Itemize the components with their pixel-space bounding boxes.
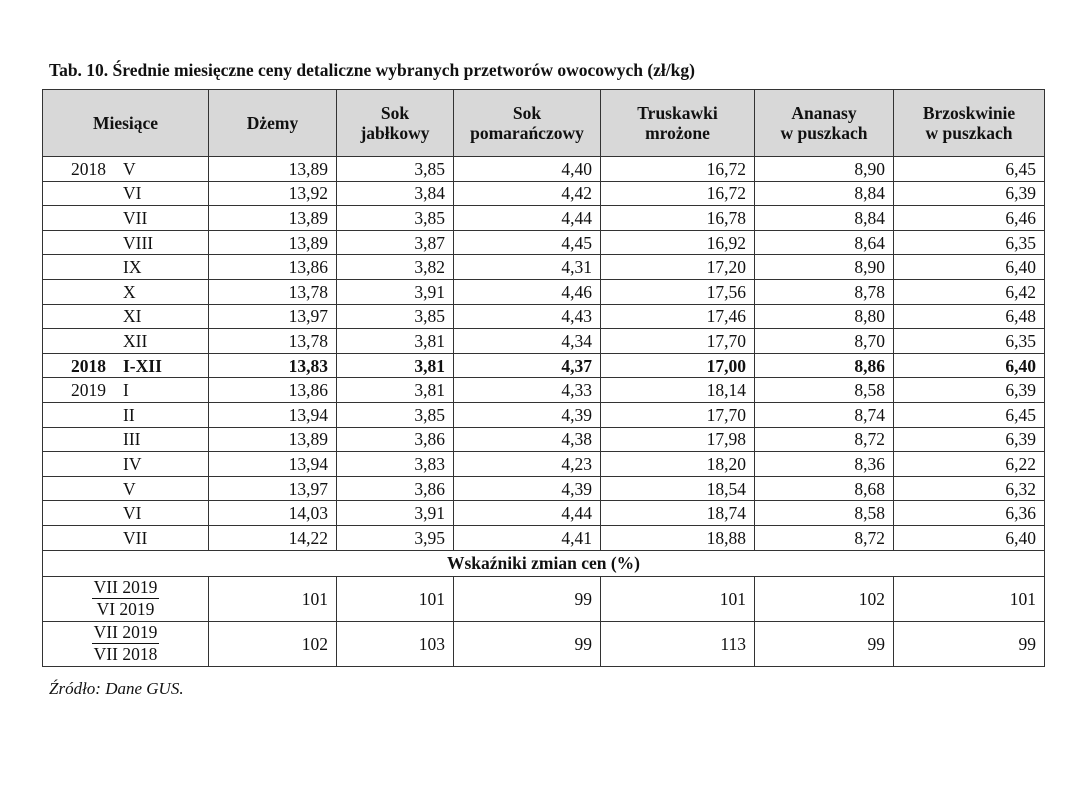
month-cell (43, 402, 209, 427)
month-cell (43, 279, 209, 304)
month-cell (43, 181, 209, 206)
value-cell: 4,46 (454, 279, 601, 304)
value-cell: 4,38 (454, 427, 601, 452)
value-cell: 4,42 (454, 181, 601, 206)
column-header-1 (209, 90, 337, 157)
column-header-0 (43, 90, 209, 157)
value-cell: 14,22 (209, 525, 337, 550)
year-label: 2018 (71, 355, 106, 376)
value-cell: 6,22 (894, 452, 1045, 477)
value-cell: 13,83 (209, 353, 337, 378)
value-cell: 3,85 (337, 206, 454, 231)
value-cell: 3,91 (337, 279, 454, 304)
value-cell: 8,36 (755, 452, 894, 477)
index-value-cell: 103 (337, 621, 454, 666)
price-table (42, 89, 1045, 667)
month-label: XII (123, 330, 148, 351)
index-value-cell: 102 (755, 576, 894, 621)
value-cell: 13,78 (209, 279, 337, 304)
column-header-line: Miesiące (92, 113, 159, 133)
value-cell: 4,44 (454, 206, 601, 231)
value-cell: 6,32 (894, 476, 1045, 501)
month-label: III (123, 429, 141, 450)
value-cell: 13,89 (209, 230, 337, 255)
index-value-cell: 101 (337, 576, 454, 621)
month-label: VII (123, 527, 148, 548)
value-cell: 4,44 (454, 501, 601, 526)
month-cell (43, 157, 209, 182)
value-cell: 13,89 (209, 206, 337, 231)
value-cell: 8,72 (755, 427, 894, 452)
month-cell (43, 525, 209, 550)
value-cell: 3,82 (337, 255, 454, 280)
value-cell: 6,36 (894, 501, 1045, 526)
value-cell: 4,34 (454, 329, 601, 354)
value-cell: 6,40 (894, 353, 1045, 378)
value-cell: 18,20 (601, 452, 755, 477)
column-header-4 (601, 90, 755, 157)
value-cell: 8,74 (755, 402, 894, 427)
value-cell: 17,20 (601, 255, 755, 280)
value-cell: 6,35 (894, 230, 1045, 255)
year-label: 2019 (71, 380, 106, 401)
column-header-line: pomarańczowy (470, 123, 584, 143)
value-cell: 4,33 (454, 378, 601, 403)
column-header-line: Ananasy (791, 103, 857, 123)
month-label: VIII (123, 232, 154, 253)
value-cell: 6,42 (894, 279, 1045, 304)
value-cell: 8,84 (755, 181, 894, 206)
value-cell: 3,85 (337, 157, 454, 182)
value-cell: 3,95 (337, 525, 454, 550)
value-cell: 8,70 (755, 329, 894, 354)
column-header-3 (454, 90, 601, 157)
value-cell: 4,39 (454, 402, 601, 427)
value-cell: 6,39 (894, 427, 1045, 452)
value-cell: 4,39 (454, 476, 601, 501)
table-row (43, 402, 1045, 427)
month-label: V (123, 478, 136, 499)
month-label: XI (123, 306, 142, 327)
value-cell: 6,40 (894, 525, 1045, 550)
fraction-numerator: VII 2019 (93, 622, 158, 642)
value-cell: 8,90 (755, 157, 894, 182)
value-cell: 6,45 (894, 157, 1045, 182)
index-value-cell: 113 (601, 621, 755, 666)
index-section-title: Wskaźniki zmian cen (%) (43, 550, 1045, 576)
index-row (43, 621, 1045, 666)
value-cell: 6,48 (894, 304, 1045, 329)
column-header-line: Sok (380, 103, 410, 123)
value-cell: 13,86 (209, 255, 337, 280)
table-row (43, 255, 1045, 280)
fraction-numerator: VII 2019 (93, 577, 158, 597)
value-cell: 13,86 (209, 378, 337, 403)
header-row (43, 90, 1045, 157)
month-cell (43, 329, 209, 354)
value-cell: 4,23 (454, 452, 601, 477)
index-value-cell: 101 (894, 576, 1045, 621)
value-cell: 8,58 (755, 501, 894, 526)
fraction-denominator: VII 2018 (93, 644, 158, 664)
column-header-line: Brzoskwinie (922, 103, 1016, 123)
column-header-5 (755, 90, 894, 157)
value-cell: 3,85 (337, 402, 454, 427)
table-row (43, 525, 1045, 550)
month-cell (43, 476, 209, 501)
year-label: 2018 (71, 158, 106, 179)
value-cell: 6,39 (894, 378, 1045, 403)
month-label: II (123, 404, 135, 425)
table-row (43, 206, 1045, 231)
value-cell: 8,80 (755, 304, 894, 329)
value-cell: 13,89 (209, 157, 337, 182)
table-row (43, 304, 1045, 329)
month-label: IX (123, 257, 142, 278)
index-value-cell: 102 (209, 621, 337, 666)
table-row-total (43, 353, 1045, 378)
value-cell: 17,00 (601, 353, 755, 378)
table-row (43, 230, 1045, 255)
value-cell: 18,14 (601, 378, 755, 403)
table-row (43, 452, 1045, 477)
value-cell: 17,70 (601, 402, 755, 427)
index-value-cell: 99 (894, 621, 1045, 666)
table-row (43, 279, 1045, 304)
value-cell: 6,39 (894, 181, 1045, 206)
column-header-line: w puszkach (925, 123, 1013, 143)
value-cell: 13,94 (209, 452, 337, 477)
value-cell: 3,81 (337, 353, 454, 378)
table-caption: Tab. 10. Średnie miesięczne ceny detaliczne wybranych przetworów owocowych (zł/kg) (49, 60, 695, 80)
month-label: VI (123, 503, 142, 524)
value-cell: 18,74 (601, 501, 755, 526)
value-cell: 4,41 (454, 525, 601, 550)
period-fraction (43, 576, 209, 621)
value-cell: 13,89 (209, 427, 337, 452)
period-fraction (43, 621, 209, 666)
value-cell: 3,84 (337, 181, 454, 206)
value-cell: 13,78 (209, 329, 337, 354)
value-cell: 17,46 (601, 304, 755, 329)
index-value-cell: 99 (454, 621, 601, 666)
value-cell: 13,97 (209, 304, 337, 329)
value-cell: 6,40 (894, 255, 1045, 280)
value-cell: 3,86 (337, 476, 454, 501)
month-label: I-XII (123, 355, 162, 376)
table-row (43, 329, 1045, 354)
month-label: VII (123, 207, 148, 228)
value-cell: 6,46 (894, 206, 1045, 231)
table-row (43, 157, 1045, 182)
value-cell: 6,35 (894, 329, 1045, 354)
value-cell: 3,81 (337, 378, 454, 403)
column-header-line: w puszkach (780, 123, 868, 143)
month-label: I (123, 380, 129, 401)
column-header-line: mrożone (645, 123, 710, 143)
value-cell: 14,03 (209, 501, 337, 526)
value-cell: 4,45 (454, 230, 601, 255)
month-cell (43, 353, 209, 378)
index-value-cell: 101 (601, 576, 755, 621)
month-cell (43, 501, 209, 526)
value-cell: 8,64 (755, 230, 894, 255)
value-cell: 8,84 (755, 206, 894, 231)
value-cell: 8,72 (755, 525, 894, 550)
value-cell: 16,92 (601, 230, 755, 255)
table-body (43, 157, 1045, 667)
source-note: Źródło: Dane GUS. (49, 679, 184, 698)
month-cell (43, 427, 209, 452)
month-label: X (123, 281, 136, 302)
value-cell: 18,54 (601, 476, 755, 501)
table-row (43, 476, 1045, 501)
index-value-cell: 99 (454, 576, 601, 621)
month-cell (43, 206, 209, 231)
value-cell: 4,37 (454, 353, 601, 378)
value-cell: 3,81 (337, 329, 454, 354)
value-cell: 17,70 (601, 329, 755, 354)
value-cell: 13,97 (209, 476, 337, 501)
index-value-cell: 101 (209, 576, 337, 621)
value-cell: 8,90 (755, 255, 894, 280)
value-cell: 13,94 (209, 402, 337, 427)
month-cell (43, 304, 209, 329)
column-header-2 (337, 90, 454, 157)
value-cell: 8,58 (755, 378, 894, 403)
value-cell: 3,91 (337, 501, 454, 526)
value-cell: 16,78 (601, 206, 755, 231)
index-section-header (43, 550, 1045, 576)
index-row (43, 576, 1045, 621)
table-row (43, 501, 1045, 526)
value-cell: 8,78 (755, 279, 894, 304)
table-row (43, 427, 1045, 452)
month-label: V (123, 158, 136, 179)
value-cell: 6,45 (894, 402, 1045, 427)
value-cell: 17,56 (601, 279, 755, 304)
value-cell: 3,85 (337, 304, 454, 329)
value-cell: 4,43 (454, 304, 601, 329)
month-cell (43, 255, 209, 280)
table-row (43, 181, 1045, 206)
table-row (43, 378, 1045, 403)
value-cell: 3,87 (337, 230, 454, 255)
month-label: IV (123, 453, 142, 474)
value-cell: 3,86 (337, 427, 454, 452)
value-cell: 13,92 (209, 181, 337, 206)
column-header-line: jabłkowy (360, 123, 430, 143)
column-header-line: Sok (512, 103, 542, 123)
month-label: VI (123, 183, 142, 204)
value-cell: 3,83 (337, 452, 454, 477)
fraction-denominator: VI 2019 (96, 599, 155, 619)
column-header-line: Truskawki (637, 103, 718, 123)
column-header-6 (894, 90, 1045, 157)
value-cell: 18,88 (601, 525, 755, 550)
value-cell: 8,86 (755, 353, 894, 378)
month-cell (43, 452, 209, 477)
value-cell: 4,31 (454, 255, 601, 280)
column-header-line: Dżemy (246, 113, 299, 133)
month-cell (43, 230, 209, 255)
value-cell: 4,40 (454, 157, 601, 182)
value-cell: 17,98 (601, 427, 755, 452)
value-cell: 8,68 (755, 476, 894, 501)
month-cell (43, 378, 209, 403)
value-cell: 16,72 (601, 181, 755, 206)
index-value-cell: 99 (755, 621, 894, 666)
value-cell: 16,72 (601, 157, 755, 182)
